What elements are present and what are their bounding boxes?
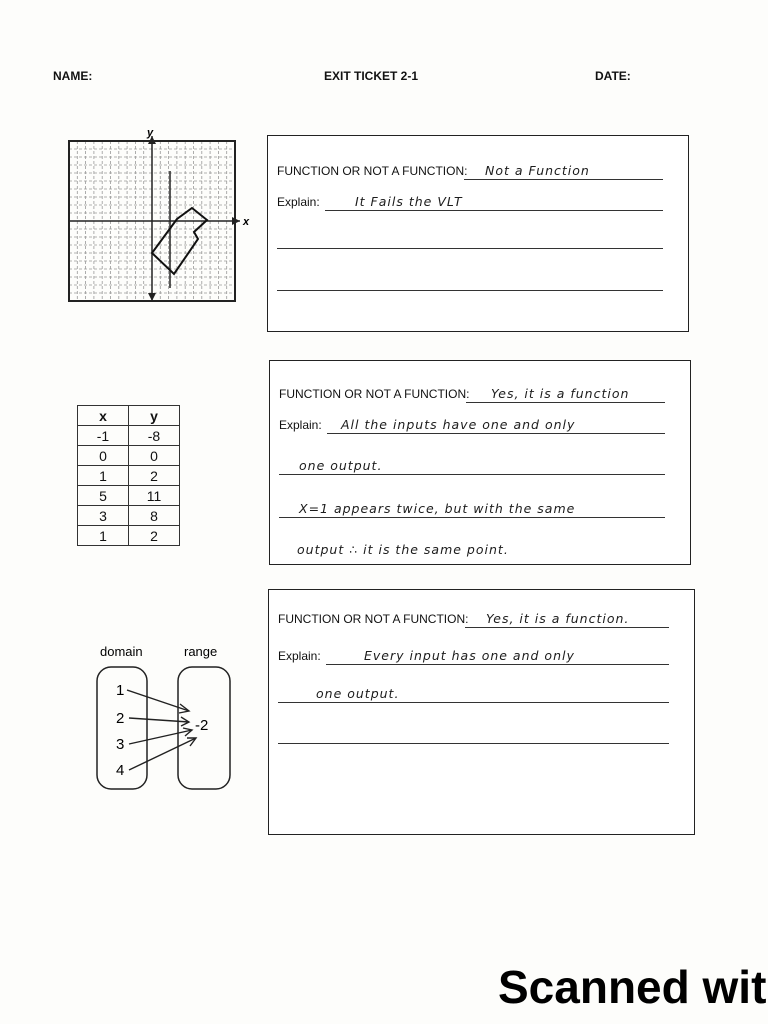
range-label: range: [184, 644, 218, 659]
date-label: DATE:: [595, 69, 631, 83]
table-row: 1 2: [78, 466, 180, 486]
coordinate-graph: [62, 126, 252, 306]
name-label: NAME:: [53, 69, 93, 83]
domain-value: 4: [116, 762, 125, 779]
explain-text: It Fails the VLT: [355, 194, 463, 209]
domain-label: domain: [100, 644, 143, 659]
table-row: 5 11: [78, 486, 180, 506]
explain-text: X=1 appears twice, but with the same: [299, 501, 576, 516]
function-label: FUNCTION OR NOT A FUNCTION:: [279, 387, 470, 401]
table-header: x: [78, 406, 129, 426]
y-axis-label: y: [147, 127, 154, 139]
xy-table: [77, 405, 180, 546]
answer-box-3: [268, 589, 695, 835]
explain-text: Every input has one and only: [364, 648, 575, 663]
explain-label: Explain:: [278, 649, 321, 663]
table-row: -1 -8: [78, 426, 180, 446]
x-axis-label: x: [243, 216, 250, 228]
answer-text: Yes, it is a function: [491, 386, 630, 401]
function-label: FUNCTION OR NOT A FUNCTION:: [278, 612, 469, 626]
function-label: FUNCTION OR NOT A FUNCTION:: [277, 164, 468, 178]
domain-value: 3: [116, 736, 125, 753]
explain-text: one output.: [316, 686, 400, 701]
table-row: 0 0: [78, 446, 180, 466]
domain-value: 1: [116, 682, 125, 699]
answer-box-2: [269, 360, 691, 565]
answer-text: Yes, it is a function.: [486, 611, 630, 626]
explain-label: Explain:: [279, 418, 322, 432]
explain-label: Explain:: [277, 195, 320, 209]
answer-box-1: [267, 135, 689, 332]
explain-text: All the inputs have one and only: [341, 417, 576, 432]
mapping-diagram: [90, 640, 240, 795]
domain-value: 2: [116, 710, 125, 727]
answer-text: Not a Function: [485, 163, 590, 178]
page-title: EXIT TICKET 2-1: [324, 69, 419, 83]
explain-text: output ∴ it is the same point.: [297, 542, 509, 557]
scanner-watermark: Scanned wit: [498, 961, 767, 1013]
range-value: -2: [195, 717, 209, 734]
table-row: 1 2: [78, 526, 180, 546]
explain-text: one output.: [299, 458, 383, 473]
table-header: y: [129, 406, 180, 426]
table-row: 3 8: [78, 506, 180, 526]
